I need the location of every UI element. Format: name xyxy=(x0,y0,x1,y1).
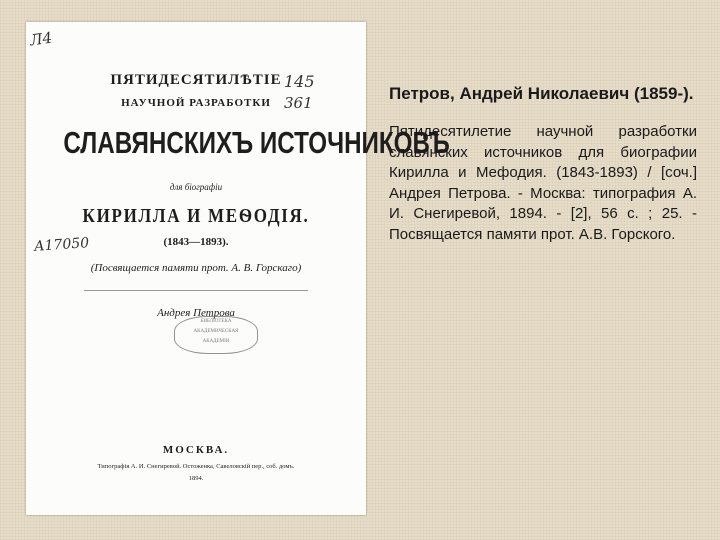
record-description: Пятидесятилетие научной разработки славянских источников для биографии Кирилла и Мефодия. (1843-1893) / [соч.] Андрея Петрова. - Москва: типография А. И. Снегиревой, 1894. - [2], 56 с. ; 25. - Посвящается памяти прот. А.В. Горского. xyxy=(389,123,697,243)
catalog-record xyxy=(389,82,697,245)
inventory-number: А17050 xyxy=(33,235,90,255)
title-line-4: для біографіи xyxy=(169,182,223,192)
handwritten-number-b: 361 xyxy=(284,94,313,112)
dedication-line: (Посвящается памяти прот. А. В. Горскаго) xyxy=(90,262,302,274)
title-line-3: СЛАВЯНСКИХЪ ИСТОЧНИКОВЪ xyxy=(63,125,450,160)
handwritten-mark: Л4 xyxy=(28,28,54,50)
printer-line: Типографія А. И. Снегиревой. Остоженка, Савеловскій пер., соб. домъ. xyxy=(97,463,295,470)
handwritten-number-a: 145 xyxy=(284,72,315,91)
title-years: (1843—1893). xyxy=(163,236,229,248)
divider xyxy=(84,290,308,291)
publication-city: МОСКВА. xyxy=(162,444,230,456)
title-line-2: НАУЧНОЙ РАЗРАБОТКИ xyxy=(121,97,271,109)
title-page-scan xyxy=(26,22,450,515)
author-name: Андрея Петрова xyxy=(157,307,235,319)
publication-year: 1894. xyxy=(188,475,204,482)
library-stamp: БИБЛІОТЕКА АКАДЕМИЧЕСКАЯ АКАДЕМІИ xyxy=(174,316,258,354)
record-heading: Петров, Андрей Николаевич (1859-). xyxy=(389,84,694,103)
title-line-1: ПЯТИДЕСЯТИЛѢТІЕ xyxy=(110,72,282,88)
title-line-5: КИРИЛЛА И МЕѲОДІЯ. xyxy=(82,205,310,227)
